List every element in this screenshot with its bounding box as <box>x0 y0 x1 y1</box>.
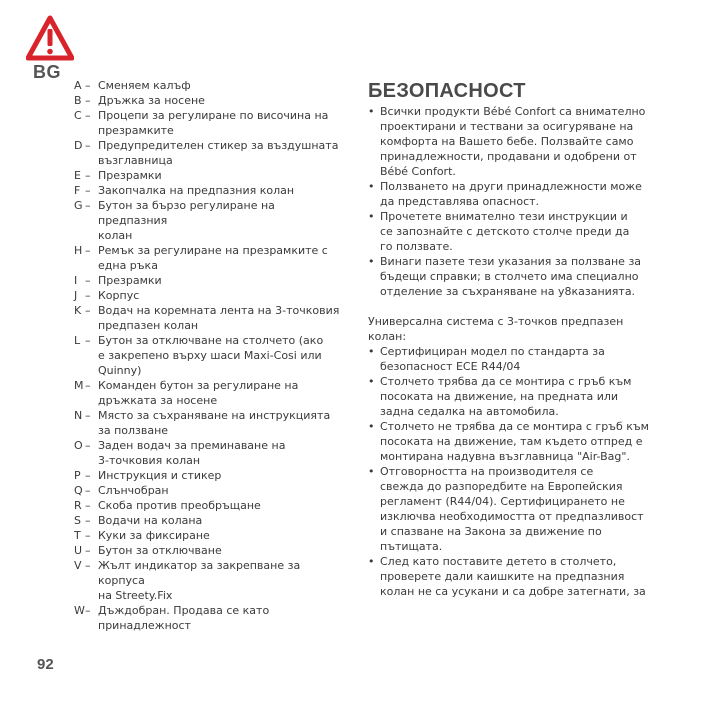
bullet-dot: • <box>368 105 375 118</box>
part-text <box>98 168 346 183</box>
part-dash: – <box>85 559 91 572</box>
bullet-line: монтирана надувна възглавница "Air-Bag". <box>380 450 630 463</box>
part-text-line: презрамките <box>98 124 174 137</box>
part-text-line: дръжката за носене <box>98 394 218 407</box>
part-item <box>74 543 346 558</box>
part-item <box>74 273 346 288</box>
part-text-line: възглавница <box>98 154 173 167</box>
part-text <box>98 543 346 558</box>
bullet-line: свежда до разпоредбите на Европейския <box>380 480 623 493</box>
bullet-line: колан не са усукани и са добре затегнати, за <box>380 585 646 598</box>
part-text-line: една ръка <box>98 259 158 272</box>
part-dash: – <box>85 199 91 212</box>
part-letter: K <box>74 304 82 317</box>
part-text-line: Бутон за отключване <box>98 544 222 557</box>
part-text-line: Дръжка за носене <box>98 94 205 107</box>
part-dash: – <box>85 244 91 257</box>
part-item <box>74 408 346 438</box>
safety-bullets <box>368 104 650 299</box>
part-letter: P <box>74 469 81 482</box>
part-text <box>98 243 346 273</box>
part-dash: – <box>85 274 91 287</box>
part-text <box>98 498 346 513</box>
bullet-item <box>368 209 650 254</box>
part-item <box>74 513 346 528</box>
part-letter: T <box>74 529 81 542</box>
part-item <box>74 558 346 603</box>
part-item <box>74 303 346 333</box>
bullet-item <box>368 254 650 299</box>
bullet-item <box>368 104 650 179</box>
part-text-line: Закопчалка на предпазния колан <box>98 184 295 197</box>
part-item <box>74 183 346 198</box>
part-text-line: Сменяем калъф <box>98 79 191 92</box>
part-text-line: Водачи на колана <box>98 514 203 527</box>
part-letter: G <box>74 199 83 212</box>
part-letter: M <box>74 379 84 392</box>
part-dash: – <box>85 469 91 482</box>
part-item <box>74 198 346 243</box>
bullet-dot: • <box>368 465 375 478</box>
part-text-line: Презрамки <box>98 169 162 182</box>
bullet-line: Отговорността на производителя се <box>380 465 594 478</box>
part-text-line: е закрепено върху шаси Maxi-Cosi или <box>98 349 322 362</box>
bullet-line: Всички продукти Bébé Confort са внимателно <box>380 105 646 118</box>
part-item <box>74 243 346 273</box>
bullet-line: проектирани и тествани за осигуряване на <box>380 120 634 133</box>
part-text-line: Корпус <box>98 289 140 302</box>
part-text <box>98 513 346 528</box>
part-text-line: Предупредителен стикер за въздушната <box>98 139 339 152</box>
part-dash: – <box>85 499 91 512</box>
bullet-item <box>368 554 650 599</box>
bullet-line: се запознайте с детското столче преди да <box>380 225 630 238</box>
part-dash: – <box>85 79 91 92</box>
part-item <box>74 333 346 378</box>
part-text <box>98 198 346 243</box>
part-dash: – <box>85 304 91 317</box>
part-text <box>98 183 346 198</box>
bullet-line: Bébé Confort. <box>380 165 456 178</box>
intro-line: Универсална система с 3-точков предпазен <box>368 315 624 328</box>
part-text-line: Място за съхраняване на инструкцията <box>98 409 331 422</box>
bullet-line: комфорта на Вашето бебе. Ползвайте само <box>380 135 634 148</box>
part-letter: B <box>74 94 82 107</box>
part-text <box>98 333 346 378</box>
part-dash: – <box>85 184 91 197</box>
part-text <box>98 483 346 498</box>
bullet-dot: • <box>368 555 375 568</box>
part-dash: – <box>85 484 91 497</box>
part-dash: – <box>85 94 91 107</box>
safety-column <box>368 80 650 599</box>
part-dash: – <box>85 604 91 617</box>
bullet-dot: • <box>368 210 375 223</box>
universal-intro <box>368 314 650 344</box>
part-item <box>74 78 346 93</box>
part-text <box>98 603 346 633</box>
bullet-item <box>368 464 650 554</box>
part-text-line: предпазен колан <box>98 319 199 332</box>
warning-triangle-icon <box>26 15 74 61</box>
part-item <box>74 93 346 108</box>
part-letter: A <box>74 79 82 92</box>
part-text-line: Водач на коремната лента на 3-точковия <box>98 304 340 317</box>
part-item <box>74 288 346 303</box>
part-item <box>74 528 346 543</box>
part-dash: – <box>85 514 91 527</box>
part-text-line: Жълт индикатор за закрепване за корпуса <box>98 559 301 587</box>
part-text-line: 3-точковия колан <box>98 454 201 467</box>
universal-bullets <box>368 344 650 599</box>
part-text-line: Куки за фиксиране <box>98 529 210 542</box>
bullet-line: посоката на движение, на предната или <box>380 390 619 403</box>
part-letter: W <box>74 604 85 617</box>
parts-list <box>74 78 346 633</box>
part-text-line: Quinny) <box>98 364 142 377</box>
safety-heading: БЕЗОПАСНОСТ <box>368 80 526 102</box>
bullet-line: пътищата. <box>380 540 443 553</box>
bullet-dot: • <box>368 420 375 433</box>
bullet-line: бъдещи справки; в столчето има специално <box>380 270 639 283</box>
part-item <box>74 378 346 408</box>
part-letter: H <box>74 244 83 257</box>
part-text <box>98 558 346 603</box>
bullet-line: го ползвате. <box>380 240 453 253</box>
bullet-item <box>368 344 650 374</box>
bullet-dot: • <box>368 255 375 268</box>
part-item <box>74 438 346 468</box>
bullet-line: Столчето трябва да се монтира с гръб към <box>380 375 632 388</box>
part-letter: N <box>74 409 83 422</box>
part-letter: Q <box>74 484 83 497</box>
part-text-line: за ползване <box>98 424 169 437</box>
part-text-line: Инструкция и стикер <box>98 469 222 482</box>
part-letter: D <box>74 139 83 152</box>
part-dash: – <box>85 379 91 392</box>
bullet-line: проверете дали каишките на предпазния <box>380 570 625 583</box>
part-letter: V <box>74 559 82 572</box>
part-dash: – <box>85 169 91 182</box>
part-item <box>74 483 346 498</box>
bullet-line: Ползването на други принадлежности може <box>380 180 642 193</box>
bullet-line: и спазване на Закона за движение по <box>380 525 602 538</box>
part-text <box>98 303 346 333</box>
part-letter: U <box>74 544 83 557</box>
part-text-line: Бутон за бързо регулиране на предпазния <box>98 199 275 227</box>
bullet-line: посоката на движение, там където отпред е <box>380 435 643 448</box>
part-letter: J <box>74 289 78 302</box>
part-item <box>74 108 346 138</box>
bullet-line: задна седалка на автомобила. <box>380 405 559 418</box>
part-letter: S <box>74 514 81 527</box>
bullet-line: безопасност ECE R44/04 <box>380 360 521 373</box>
part-text <box>98 273 346 288</box>
part-text-line: Заден водач за преминаване на <box>98 439 286 452</box>
part-text <box>98 528 346 543</box>
part-dash: – <box>85 439 91 452</box>
part-dash: – <box>85 289 91 302</box>
bullet-dot: • <box>368 375 375 388</box>
part-letter: R <box>74 499 82 512</box>
part-text-line: Команден бутон за регулиране на <box>98 379 299 392</box>
part-text <box>98 408 346 438</box>
bullet-line: След като поставите детето в столчето, <box>380 555 617 568</box>
part-dash: – <box>85 544 91 557</box>
bullet-item <box>368 419 650 464</box>
bullet-item <box>368 374 650 419</box>
bullet-line: Сертифициран модел по стандарта за <box>380 345 605 358</box>
part-text <box>98 468 346 483</box>
part-text-line: Дъждобран. Продава се като принадлежност <box>98 604 270 632</box>
part-letter: O <box>74 439 83 452</box>
part-dash: – <box>85 529 91 542</box>
page-number: 92 <box>37 656 54 673</box>
part-item <box>74 168 346 183</box>
part-item <box>74 603 346 633</box>
part-text-line: Слънчобран <box>98 484 169 497</box>
bullet-line: отделение за съхраняване на у8казанията. <box>380 285 636 298</box>
part-item <box>74 498 346 513</box>
part-text-line: на Streety.Fix <box>98 589 173 602</box>
part-dash: – <box>85 139 91 152</box>
section-gap <box>368 299 650 314</box>
bullet-line: регламент (R44/04). Сертифицирането не <box>380 495 625 508</box>
bullet-line: да представлява опасност. <box>380 195 540 208</box>
bullet-dot: • <box>368 180 375 193</box>
bullet-line: Столчето не трябва да се монтира с гръб към <box>380 420 649 433</box>
part-letter: E <box>74 169 81 182</box>
intro-line: колан: <box>368 330 407 343</box>
part-text <box>98 108 346 138</box>
part-text-line: Скоба против преобръщане <box>98 499 261 512</box>
part-text <box>98 78 346 93</box>
part-text-line: Презрамки <box>98 274 162 287</box>
part-text-line: Ремък за регулиране на презрамките с <box>98 244 328 257</box>
bullet-line: принадлежности, продавани и одобрени от <box>380 150 637 163</box>
part-text <box>98 93 346 108</box>
part-text <box>98 438 346 468</box>
bullet-line: изключва необходимостта от предпазливост <box>380 510 644 523</box>
bullet-dot: • <box>368 345 375 358</box>
bullet-line: Винаги пазете тези указания за ползване за <box>380 255 642 268</box>
part-letter: I <box>74 274 78 287</box>
part-text-line: Бутон за отключване на столчето (ако <box>98 334 324 347</box>
part-text-line: Процепи за регулиране по височина на <box>98 109 329 122</box>
part-dash: – <box>85 109 91 122</box>
part-text <box>98 288 346 303</box>
part-item <box>74 468 346 483</box>
language-badge: BG <box>33 62 61 82</box>
part-letter: L <box>74 334 81 347</box>
bullet-line: Прочетете внимателно тези инструкции и <box>380 210 628 223</box>
part-dash: – <box>85 409 91 422</box>
part-letter: C <box>74 109 82 122</box>
bullet-item <box>368 179 650 209</box>
part-text-line: колан <box>98 229 133 242</box>
part-letter: F <box>74 184 81 197</box>
part-dash: – <box>85 334 91 347</box>
part-item <box>74 138 346 168</box>
part-text <box>98 138 346 168</box>
part-text <box>98 378 346 408</box>
